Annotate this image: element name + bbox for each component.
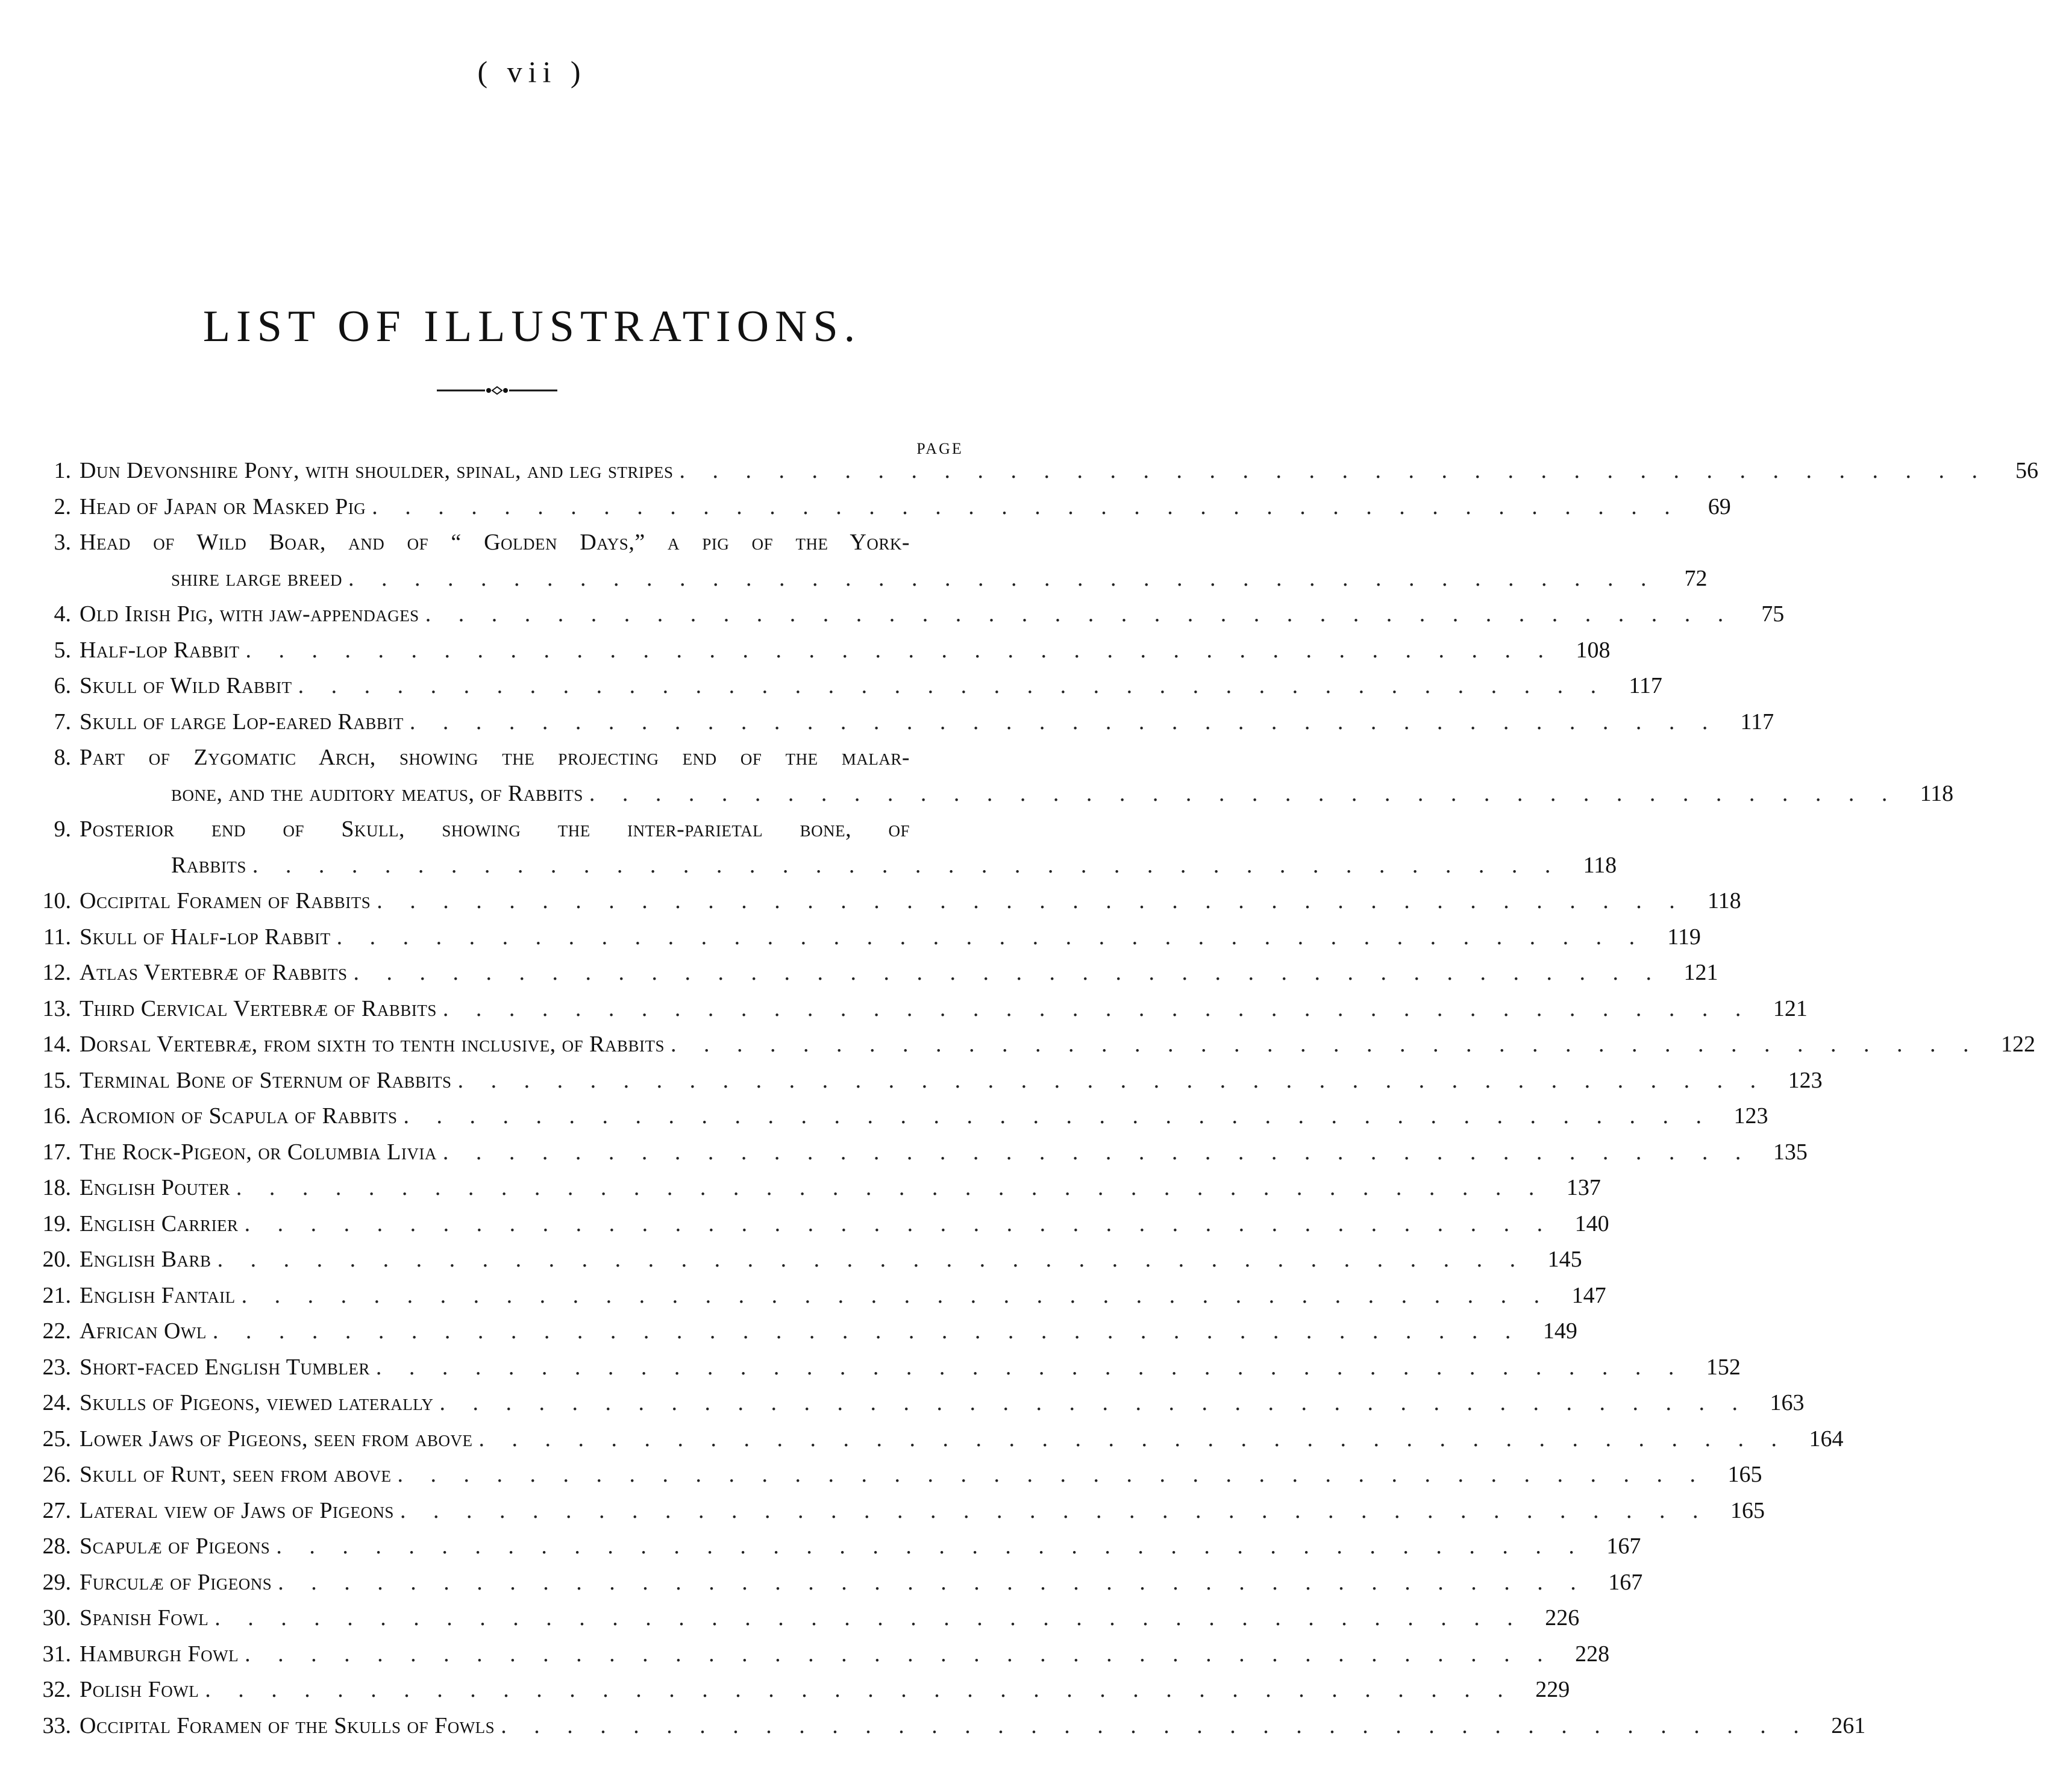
dot-leader: . . . . . . . . . . . . . . . . . . . . . . . . . . . . . . . . . . . . . . . . [501, 1712, 1810, 1738]
dot-leader: . . . . . . . . . . . . . . . . . . . . . . . . . . . . . . . . . . . . . . . . [278, 1569, 1587, 1595]
list-item [18, 1421, 1844, 1458]
list-item [18, 704, 1774, 741]
dot-leader: . . . . . . . . . . . . . . . . . . . . . . . . . . . . . . . . . . . . . . . . [375, 1354, 1685, 1380]
list-item [18, 1314, 1577, 1350]
dot-leader: . . . . . . . . . . . . . . . . . . . . . . . . . . . . . . . . . . . . . . . . [252, 852, 1562, 878]
item-number: 9. [54, 816, 71, 842]
dot-leader: . . . . . . . . . . . . . . . . . . . . . . . . . . . . . . . . . . . . . . . . [442, 1139, 1752, 1165]
item-page: 226 [1545, 1605, 1580, 1631]
item-caption: Atlas Vertebræ of Rabbits [80, 960, 348, 985]
list-item [18, 1206, 1609, 1242]
item-caption: English Carrier [80, 1211, 239, 1236]
dot-leader: . . . . . . . . . . . . . . . . . . . . . . . . . . . . . . . . . . . . . . . . [241, 1282, 1551, 1308]
item-page: 147 [1571, 1282, 1606, 1308]
item-number: 26. [42, 1462, 71, 1487]
item-caption: Skulls of Pigeons, viewed laterally [80, 1390, 434, 1415]
item-page: 117 [1740, 709, 1774, 735]
item-caption: Third Cervical Vertebræ of Rabbits [80, 995, 437, 1021]
item-caption: shire large breed [171, 565, 342, 591]
list-item [18, 1457, 1762, 1493]
item-page: 163 [1770, 1390, 1805, 1415]
list-item [18, 1063, 1823, 1099]
item-caption: Old Irish Pig, with jaw-appendages [80, 601, 419, 627]
list-item [18, 991, 1808, 1027]
dot-leader: . . . . . . . . . . . . . . . . . . . . . . . . . . . . . . . . . . . . . . . . [212, 1318, 1522, 1344]
item-page: 121 [1683, 960, 1718, 985]
dot-leader: . . . . . . . . . . . . . . . . . . . . . . . . . . . . . . . . . . . . . . . . [348, 565, 1658, 591]
item-caption: Skull of Runt, seen from above [80, 1462, 392, 1487]
item-number: 3. [54, 530, 71, 555]
item-caption: English Fantail [80, 1282, 236, 1308]
item-caption: Dorsal Vertebræ, from sixth to tenth inclusive, of Rabbits [80, 1032, 665, 1057]
item-page: 165 [1727, 1462, 1762, 1487]
item-number: 32. [42, 1677, 71, 1702]
item-number: 12. [42, 960, 71, 985]
list-item [18, 1385, 1805, 1421]
dot-leader: . . . . . . . . . . . . . . . . . . . . . . . . . . . . . . . . . . . . . . . . [403, 1103, 1712, 1129]
list-item [18, 1098, 1768, 1135]
item-number: 6. [54, 673, 71, 698]
item-caption: Scapulæ of Pigeons [80, 1534, 271, 1559]
list-item [18, 1242, 1582, 1278]
item-page: 69 [1708, 493, 1731, 519]
item-number: 25. [42, 1426, 71, 1452]
dot-leader: . . . . . . . . . . . . . . . . . . . . . . . . . . . . . . . . . . . . . . . . [236, 1175, 1545, 1200]
item-caption: Part of Zygomatic Arch, showing the projecting end of the malar- [80, 745, 910, 770]
dot-leader: . . . . . . . . . . . . . . . . . . . . . . . . . . . . . . . . . . . . . . . . [244, 1211, 1554, 1236]
list-item [18, 1278, 1606, 1314]
item-number: 21. [42, 1282, 71, 1308]
list-item [18, 668, 1662, 704]
item-caption: English Pouter [80, 1175, 230, 1200]
item-number: 13. [42, 995, 71, 1021]
item-caption: Rabbits [171, 852, 246, 878]
list-item [18, 1350, 1741, 1386]
item-number: 5. [54, 637, 71, 663]
item-caption: Short-faced English Tumbler [80, 1354, 370, 1380]
list-item [18, 883, 1741, 919]
item-page: 122 [2000, 1032, 2035, 1057]
item-caption: African Owl [80, 1318, 207, 1344]
dot-leader: . . . . . . . . . . . . . . . . . . . . . . . . . . . . . . . . . . . . . . . . [442, 995, 1752, 1021]
list-item [18, 1529, 1641, 1565]
item-page: 140 [1574, 1211, 1609, 1236]
item-caption: Skull of Half-lop Rabbit [80, 924, 331, 950]
item-number: 23. [42, 1354, 71, 1380]
item-number: 15. [42, 1067, 71, 1093]
dot-leader: . . . . . . . . . . . . . . . . . . . . . . . . . . . . . . . . . . . . . . . . [409, 709, 1719, 735]
ornament-divider [437, 383, 557, 398]
item-page: 228 [1575, 1641, 1610, 1667]
item-caption: Lateral view of Jaws of Pigeons [80, 1497, 394, 1523]
list-item [18, 955, 1718, 991]
list-item [18, 1600, 1580, 1637]
item-caption: Head of Wild Boar, and of “ Golden Days,” a pig of the York- [80, 530, 910, 555]
item-caption: Polish Fowl [80, 1677, 199, 1702]
item-number: 22. [42, 1318, 71, 1344]
item-page: 229 [1535, 1677, 1570, 1702]
dot-leader: . . . . . . . . . . . . . . . . . . . . . . . . . . . . . . . . . . . . . . . . [397, 1462, 1706, 1487]
item-page: 123 [1733, 1103, 1768, 1129]
item-number: 27. [42, 1497, 71, 1523]
item-caption: Half-lop Rabbit [80, 637, 240, 663]
item-number: 19. [42, 1211, 71, 1236]
item-page: 164 [1809, 1426, 1844, 1452]
list-item [18, 1637, 1610, 1673]
item-caption: Acromion of Scapula of Rabbits [80, 1103, 398, 1129]
item-page: 117 [1629, 673, 1662, 698]
item-page: 118 [1920, 780, 1954, 806]
dot-leader: . . . . . . . . . . . . . . . . . . . . . . . . . . . . . . . . . . . . . . . . [457, 1067, 1767, 1093]
dot-leader: . . . . . . . . . . . . . . . . . . . . . . . . . . . . . . . . . . . . . . . . [245, 637, 1554, 663]
item-page: 145 [1547, 1247, 1582, 1272]
list-item [18, 525, 1708, 597]
list-item [18, 740, 1954, 812]
list-item [18, 919, 1701, 956]
item-caption: bone, and the auditory meatus, of Rabbits [171, 780, 583, 806]
dot-leader: . . . . . . . . . . . . . . . . . . . . . . . . . . . . . . . . . . . . . . . . [679, 458, 1989, 483]
list-item [18, 1493, 1765, 1529]
item-page: 118 [1708, 888, 1741, 913]
item-caption: Occipital Foramen of Rabbits [80, 888, 371, 913]
item-number: 29. [42, 1569, 71, 1595]
dot-leader: . . . . . . . . . . . . . . . . . . . . . . . . . . . . . . . . . . . . . . . . [336, 924, 1646, 950]
item-number: 17. [42, 1139, 71, 1165]
item-caption: The Rock-Pigeon, or Columbia Livia [80, 1139, 437, 1165]
item-page: 152 [1706, 1354, 1741, 1380]
dot-leader: . . . . . . . . . . . . . . . . . . . . . . . . . . . . . . . . . . . . . . . . [217, 1247, 1527, 1272]
dot-leader: . . . . . . . . . . . . . . . . . . . . . . . . . . . . . . . . . . . . . . . . [478, 1426, 1788, 1452]
item-caption: Posterior end of Skull, showing the inter-parietal bone, of [80, 816, 910, 842]
list-item [18, 1565, 1643, 1601]
item-page: 118 [1583, 852, 1617, 878]
dot-leader: . . . . . . . . . . . . . . . . . . . . . . . . . . . . . . . . . . . . . . . . [298, 673, 1608, 698]
dot-leader: . . . . . . . . . . . . . . . . . . . . . . . . . . . . . . . . . . . . . . . . [276, 1534, 1585, 1559]
dot-leader: . . . . . . . . . . . . . . . . . . . . . . . . . . . . . . . . . . . . . . . . [245, 1641, 1554, 1667]
item-caption: Hamburgh Fowl [80, 1641, 239, 1667]
dot-leader: . . . . . . . . . . . . . . . . . . . . . . . . . . . . . . . . . . . . . . . . [205, 1677, 1514, 1702]
item-page: 123 [1788, 1067, 1823, 1093]
item-page: 261 [1831, 1712, 1866, 1738]
item-caption: Occipital Foramen of the Skulls of Fowls [80, 1712, 495, 1738]
dot-leader: . . . . . . . . . . . . . . . . . . . . . . . . . . . . . . . . . . . . . . . . [670, 1032, 1980, 1057]
list-item [18, 1708, 1866, 1744]
dot-leader: . . . . . . . . . . . . . . . . . . . . . . . . . . . . . . . . . . . . . . . . [214, 1605, 1524, 1631]
list-item [18, 1170, 1601, 1206]
item-number: 4. [54, 601, 71, 627]
item-number: 7. [54, 709, 71, 735]
item-number: 1. [54, 458, 71, 483]
list-item [18, 633, 1611, 669]
item-caption: Furculæ of Pigeons [80, 1569, 272, 1595]
list-item [18, 1027, 2035, 1063]
item-number: 2. [54, 493, 71, 519]
page-column-heading: PAGE [916, 440, 963, 457]
list-item [18, 489, 1731, 525]
item-page: 56 [2015, 458, 2039, 483]
item-number: 33. [42, 1712, 71, 1738]
item-caption: Lower Jaws of Pigeons, seen from above [80, 1426, 473, 1452]
item-caption: Skull of large Lop-eared Rabbit [80, 709, 404, 735]
dot-leader: . . . . . . . . . . . . . . . . . . . . . . . . . . . . . . . . . . . . . . . . [399, 1497, 1709, 1523]
item-page: 137 [1566, 1175, 1601, 1200]
dot-leader: . . . . . . . . . . . . . . . . . . . . . . . . . . . . . . . . . . . . . . . . [377, 888, 1686, 913]
list-item [18, 453, 2039, 489]
dot-leader: . . . . . . . . . . . . . . . . . . . . . . . . . . . . . . . . . . . . . . . . [439, 1390, 1749, 1415]
item-number: 10. [42, 888, 71, 913]
item-page: 108 [1576, 637, 1611, 663]
item-page: 135 [1773, 1139, 1808, 1165]
item-page: 72 [1684, 565, 1708, 591]
item-number: 18. [42, 1175, 71, 1200]
item-number: 24. [42, 1390, 71, 1415]
item-page: 149 [1542, 1318, 1577, 1344]
dot-leader: . . . . . . . . . . . . . . . . . . . . . . . . . . . . . . . . . . . . . . . . [425, 601, 1735, 627]
item-caption: English Barb [80, 1247, 211, 1272]
item-page: 165 [1730, 1497, 1765, 1523]
item-number: 14. [42, 1032, 71, 1057]
item-number: 16. [42, 1103, 71, 1129]
item-number: 11. [43, 924, 71, 950]
dot-leader: . . . . . . . . . . . . . . . . . . . . . . . . . . . . . . . . . . . . . . . . [372, 493, 1681, 519]
list-item [18, 812, 1617, 883]
item-number: 31. [42, 1641, 71, 1667]
page-title: LIST OF ILLUSTRATIONS. [202, 301, 862, 351]
item-page: 167 [1608, 1569, 1643, 1595]
item-page: 75 [1761, 601, 1785, 627]
illustration-list [18, 453, 2039, 1744]
item-number: 8. [54, 745, 71, 770]
dot-leader: . . . . . . . . . . . . . . . . . . . . . . . . . . . . . . . . . . . . . . . . [353, 960, 1662, 985]
page-folio: ( vii ) [477, 55, 587, 89]
item-page: 121 [1773, 995, 1808, 1021]
list-item [18, 1135, 1808, 1171]
item-page: 167 [1606, 1534, 1641, 1559]
item-caption: Skull of Wild Rabbit [80, 673, 292, 698]
item-caption: Head of Japan or Masked Pig [80, 493, 366, 519]
item-caption: Spanish Fowl [80, 1605, 209, 1631]
item-number: 28. [42, 1534, 71, 1559]
item-page: 119 [1667, 924, 1701, 950]
list-item [18, 1672, 1570, 1708]
dot-leader: . . . . . . . . . . . . . . . . . . . . . . . . . . . . . . . . . . . . . . . . [589, 780, 1899, 806]
item-caption: Dun Devonshire Pony, with shoulder, spinal, and leg stripes [80, 458, 674, 483]
list-item [18, 597, 1785, 633]
item-number: 20. [42, 1247, 71, 1272]
item-caption: Terminal Bone of Sternum of Rabbits [80, 1067, 452, 1093]
item-number: 30. [42, 1605, 71, 1631]
